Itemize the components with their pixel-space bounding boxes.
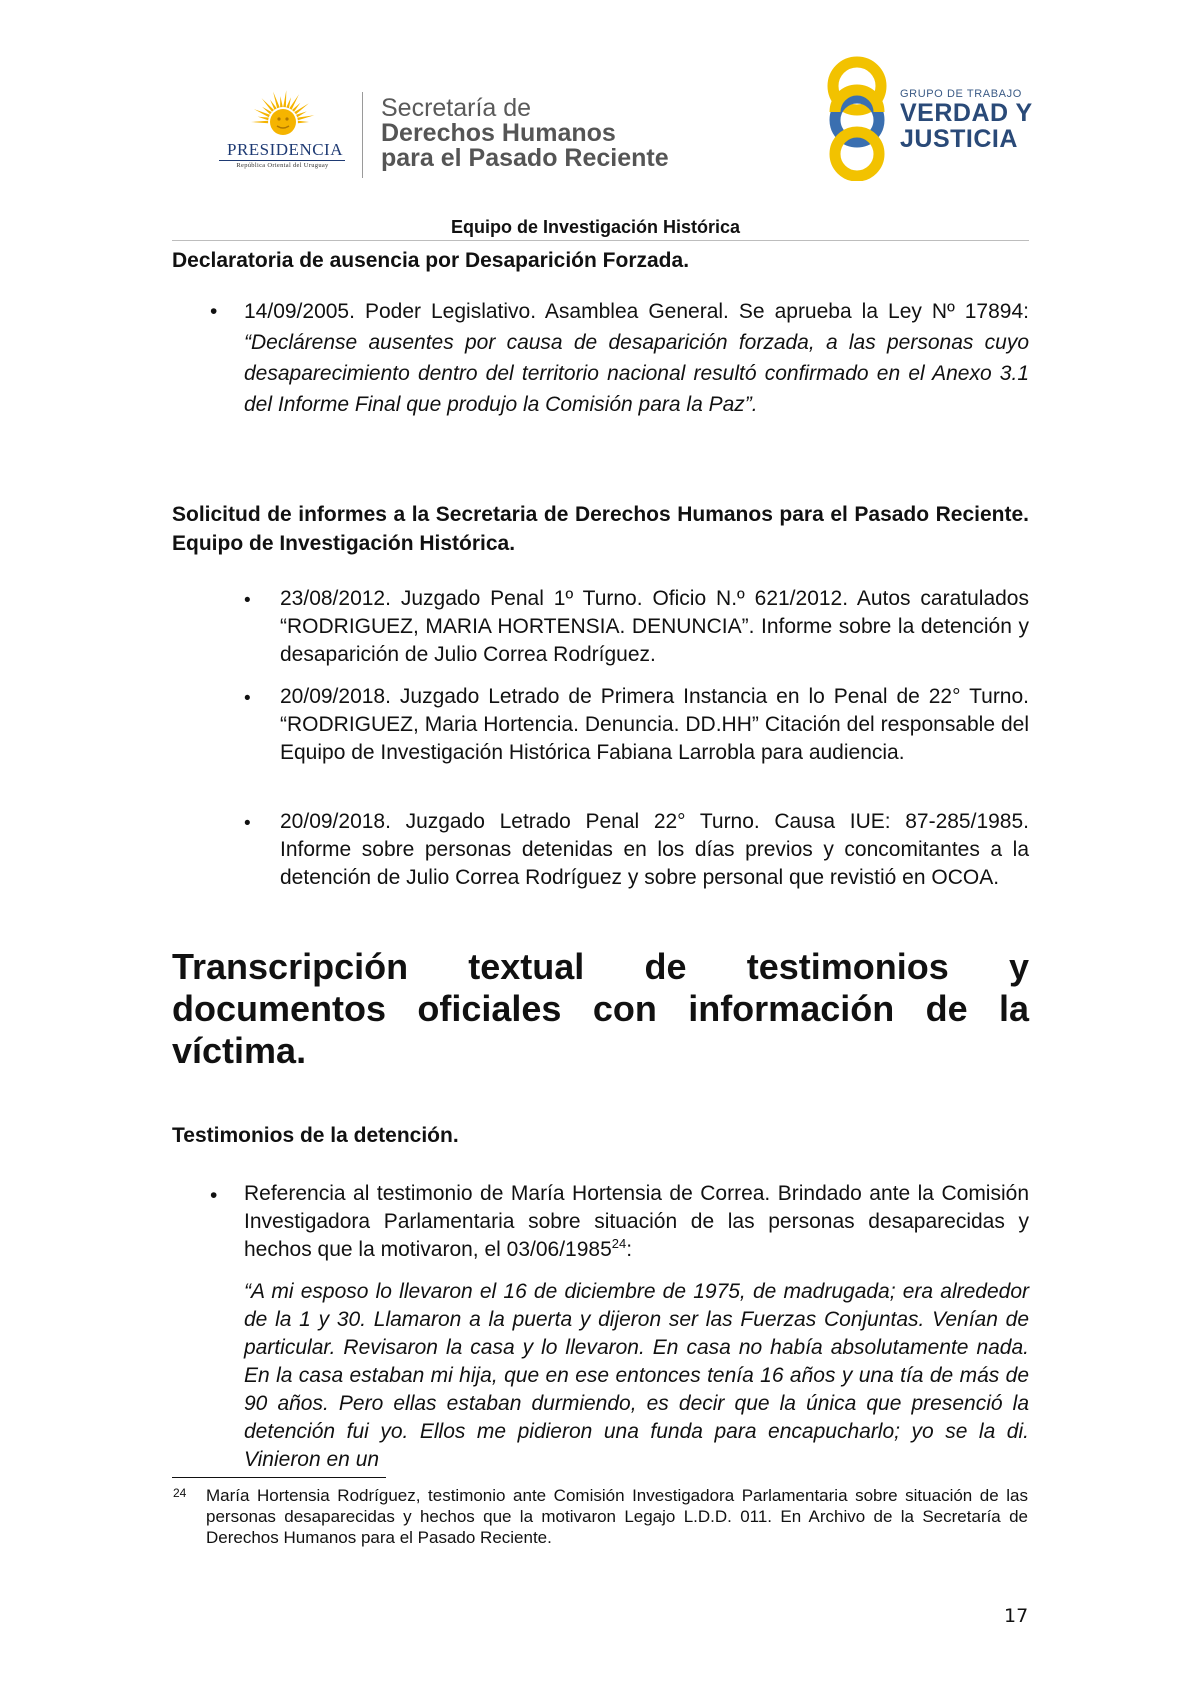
presidencia-subtitle: República Oriental del Uruguay [236, 162, 329, 169]
request-item-3: 20/09/2018. Juzgado Letrado Penal 22° Turno. Causa IUE: 87-285/1985. Informe sobre personas detenidas en los días previos y concomitantes a la detención de Julio Correa Rodríguez y sobre personal que revistió en OCOA. [280, 810, 1029, 889]
grupo-line2: VERDAD Y [900, 99, 1033, 127]
grupo-line1: GRUPO DE TRABAJO [900, 88, 1022, 100]
secretaria-line1: Secretaría de [381, 94, 532, 122]
sun-emblem-icon [205, 88, 360, 146]
bullet-item-quote: “Declárense ausentes por causa de desaparición forzada, a las personas cuyo desaparecimiento dentro del territorio nacional resultó confirmado en el Anexo 3.1 del Informe Final que produjo la Comisión para la Paz”. [244, 331, 1029, 416]
header-rule [172, 240, 1029, 241]
bullet-marker: • [210, 300, 218, 323]
presidencia-name: PRESIDENCIA [226, 140, 343, 159]
testimony-quote [244, 1278, 1029, 1474]
running-header-title: Equipo de Investigación Histórica [450, 217, 741, 237]
secretaria-logo-text [381, 96, 669, 171]
section-heading-declaratoria: Declaratoria de ausencia por Desaparición Forzada. [172, 249, 690, 272]
secretaria-line3: para el Pasado Reciente [381, 144, 669, 172]
footnote-text: María Hortensia Rodríguez, testimonio ante Comisión Investigadora Parlamentaria sobre situación de las personas desaparecidas y hechos que la motivaron Legajo L.D.D. 011. En Archivo de la Secretaría de Derechos Humanos para el Pasado Reciente. [206, 1486, 1028, 1547]
testimony-reference-text: Referencia al testimonio de María Hortensia de Correa. Brindado ante la Comisión Investigadora Parlamentaria sobre situación de las personas desaparecidas y hechos que la motivaron, el 03/06/1985 [244, 1182, 1029, 1261]
footnote-rule [172, 1477, 386, 1478]
footnote-number: 24 [173, 1486, 187, 1500]
rings-logo-icon [817, 56, 897, 181]
footnote-ref-24[interactable]: 24 [611, 1236, 627, 1251]
header-divider [362, 92, 363, 178]
page-number: 17 [1004, 1605, 1029, 1627]
testimony-quote-text: “A mi esposo lo llevaron el 16 de diciembre de 1975, de madrugada; era alrededor de la 1 y 30. Llamaron a la puerta y dijeron ser las Fuerzas Conjuntas. Venían de particular. Revisaron la casa y lo llevaron. En casa no había absolutamente nada. En la casa estaban mi hija, que en ese entonces tenía 16 años y una tía de más de 90 años. Pero ellas estaban durmiendo, es decir que la única que presenció la detención fui yo. Ellos me pidieron una funda para encapucharlo; yo se la di. Vinieron en un [244, 1280, 1029, 1471]
testimony-reference-colon: : [626, 1238, 633, 1261]
section-heading-testimonios: Testimonios de la detención. [172, 1124, 459, 1147]
bullet-marker: • [244, 590, 251, 611]
bullet-marker: • [210, 1184, 218, 1207]
grupo-trabajo-text [900, 88, 1033, 152]
presidencia-logo [205, 88, 360, 183]
grupo-line3: JUSTICIA [900, 125, 1018, 153]
section-title-transcripcion: Transcripción textual de testimonios y documentos oficiales con información de la víctima. [172, 946, 1029, 1071]
bullet-item-lead: 14/09/2005. Poder Legislativo. Asamblea General. Se aprueba la Ley Nº 17894: [244, 300, 1029, 323]
testimony-reference [244, 1180, 1029, 1264]
secretaria-line2: Derechos Humanos [381, 119, 616, 147]
bullet-marker: • [244, 813, 251, 834]
section-heading-solicitud: Solicitud de informes a la Secretaria de Derechos Humanos para el Pasado Reciente. Equipo de Investigación Histórica. [172, 503, 1029, 555]
bullet-item-ley [244, 296, 1029, 420]
bullet-marker: • [244, 688, 251, 709]
request-item-2: 20/09/2018. Juzgado Letrado de Primera Instancia en lo Penal de 22° Turno. “RODRIGUEZ, Maria Hortencia. Denuncia. DD.HH” Citación del responsable del Equipo de Investigación Histórica Fabiana Larrobla para audiencia. [280, 685, 1029, 764]
request-item-1: 23/08/2012. Juzgado Penal 1º Turno. Oficio N.º 621/2012. Autos caratulados “RODRIGUEZ, MARIA HORTENSIA. DENUNCIA”. Informe sobre la detención y desaparición de Julio Correa Rodríguez. [280, 587, 1029, 666]
